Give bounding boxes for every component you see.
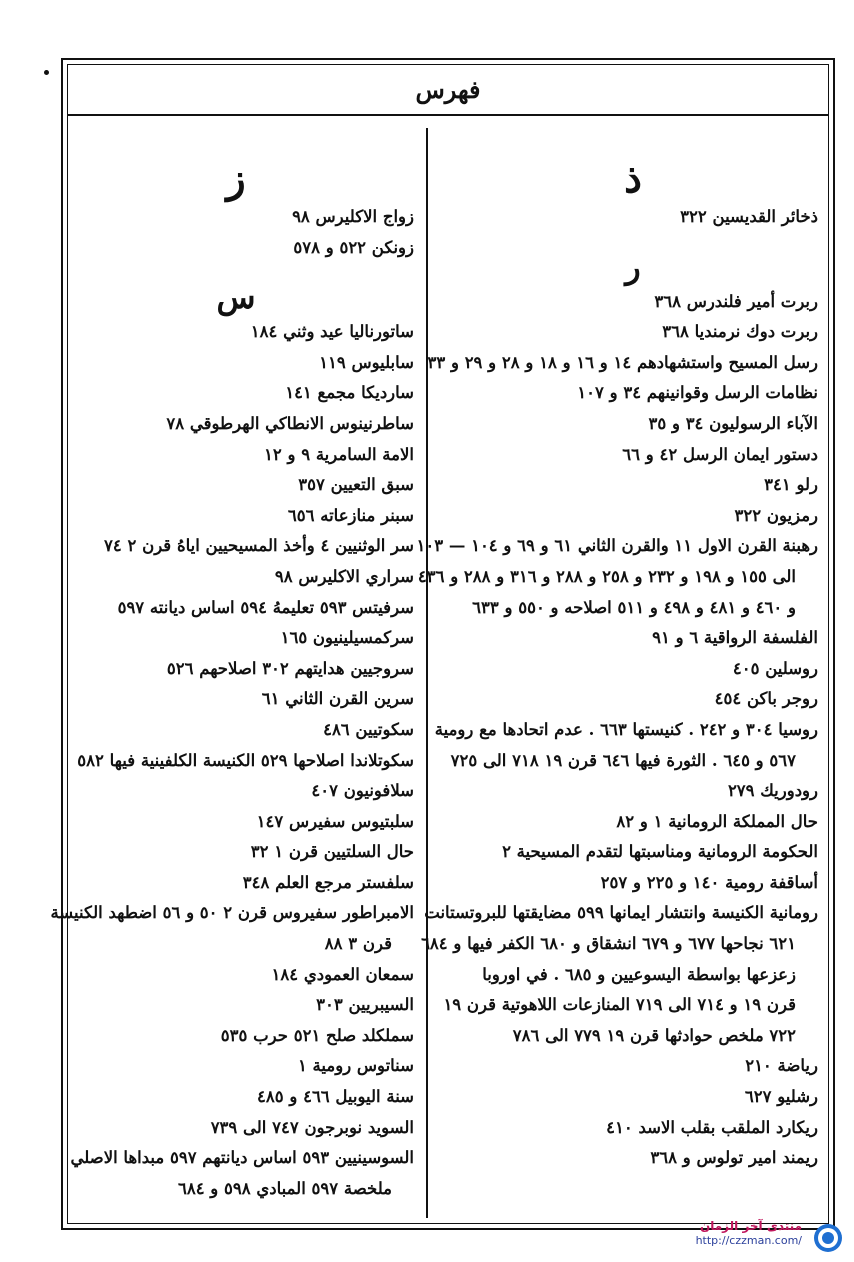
index-entry: رلو ٣٤١ <box>764 475 818 495</box>
index-entry: سنة اليوبيل ٤٦٦ و ٤٨٥ <box>257 1087 414 1107</box>
section-letter: ذ <box>624 155 642 202</box>
index-entry: سلفستر مرجع العلم ٣٤٨ <box>242 872 414 892</box>
index-entry: الى ١٥٥ و ١٩٨ و ٢٣٢ و ٢٥٨ و ٢٨٨ و ٣١٦ و ٢٨٨ و ٤٣٦ <box>417 566 796 586</box>
forum-watermark <box>696 1218 802 1248</box>
entry-list <box>58 202 414 263</box>
entry-list <box>50 317 414 1204</box>
index-entry: سبق التعيين ٣٥٧ <box>298 475 414 495</box>
index-entry: حال السلتيين قرن ١ ٣٢ <box>250 842 414 862</box>
index-entry: و ٤٦٠ و ٤٨١ و ٤٩٨ و ٥١١ اصلاحه و ٥٥٠ و ٦٣٣ <box>472 597 796 617</box>
index-entry: السيبريين ٣٠٣ <box>316 995 414 1015</box>
left-column <box>50 150 414 1204</box>
index-entry: سركمسيلينيون ١٦٥ <box>280 628 414 648</box>
stray-dot <box>44 70 49 75</box>
index-entry: سكوتلاندا اصلاحها ٥٢٩ الكنيسة الكلفينية فيها ٥٨٢ <box>77 750 414 770</box>
index-entry: الامة السامرية ٩ و ١٢ <box>264 444 414 464</box>
index-entry: سبنر منازعاته ٦٥٦ <box>287 505 414 525</box>
index-entry: ساردیکا مجمع ١٤١ <box>285 383 414 403</box>
index-entry: زواج الاكليرس ٩٨ <box>292 207 414 226</box>
entry-list <box>448 202 818 233</box>
index-entry: ريكارد الملقب بقلب الاسد ٤١٠ <box>606 1117 818 1137</box>
index-entry: الفلسفة الرواقية ٦ و ٩١ <box>652 628 818 648</box>
index-entry: ساطرنينوس الانطاكي الهرطوقي ٧٨ <box>166 413 414 433</box>
index-entry: روسيا ٣٠٤ و ٢٤٢ . كنيستها ٦٦٣ . عدم اتحادها مع رومية <box>434 719 818 739</box>
header-rule <box>67 114 829 116</box>
index-entry: نظامات الرسل وقوانينهم ٣٤ و ١٠٧ <box>577 383 818 403</box>
index-entry: السوسينيين ٥٩٣ اساس ديانتهم ٥٩٧ مبداها الاصلي <box>70 1148 414 1168</box>
index-entry: ملخصة ٥٩٧ المبادي ٥٩٨ و ٦٨٤ <box>177 1178 392 1198</box>
index-entry: حال المملكة الرومانية ١ و ٨٢ <box>616 811 818 831</box>
index-entry: سكوتيين ٤٨٦ <box>323 719 414 739</box>
section-letter: س <box>216 278 256 317</box>
index-entry: ٥٦٧ و ٦٤٥ . الثورة فيها ٦٤٦ قرن ١٩ ٧١٨ الى ٧٢٥ <box>450 750 796 770</box>
index-entry: سر الوثنيين ٤ وأخذ المسيحيين اياهُ قرن ٢ ٧٤ <box>103 536 414 556</box>
column-divider <box>426 128 428 1218</box>
index-entry: أساقفة رومية ١٤٠ و ٢٢٥ و ٢٥٧ <box>600 872 818 892</box>
index-entry: روسلين ٤٠٥ <box>732 658 818 678</box>
index-entry: رهبنة القرن الاول ١١ والقرن الثاني ٦١ و ٦٩ و ١٠٤ — ١٠٣ <box>416 536 818 556</box>
index-entry: السويد نوبرجون ٧٤٧ الى ٧٣٩ <box>210 1117 414 1137</box>
index-entry: سلافونيون ٤٠٧ <box>311 781 414 801</box>
index-entry: الآباء الرسوليون ٣٤ و ٣٥ <box>648 413 818 433</box>
right-column <box>416 150 818 1174</box>
index-entry: رومانية الكنيسة وانتشار ايمانها ٥٩٩ مضايقتها للبروتستانت <box>424 903 818 923</box>
index-entry: رسل المسيح واستشهادهم ١٤ و ١٦ و ١٨ و ٢٨ و ٢٩ و ٣٣ <box>427 352 818 372</box>
entry-list <box>416 287 818 1174</box>
index-entry: قرن ٣ ٨٨ <box>324 934 392 954</box>
index-entry: سرين القرن الثاني ٦١ <box>261 689 414 709</box>
index-entry: رياضة ٢١٠ <box>745 1056 818 1076</box>
index-entry: زعزعها بواسطة اليسوعيين و ٦٨٥ . في اوروبا <box>482 964 796 984</box>
index-entry: ساتورناليا عيد وثني ١٨٤ <box>250 322 414 342</box>
index-entry: سناتوس رومية ١ <box>297 1056 414 1076</box>
index-entry: سابليوس ١١٩ <box>319 352 414 372</box>
forum-url[interactable]: http://czzman.com/ <box>695 1234 802 1247</box>
section-letter: ر <box>625 247 641 286</box>
index-entry: الامبراطور سفيروس قرن ٢ ٥٠ و ٥٦ اضطهد الكنيسة <box>50 903 414 923</box>
index-entry: سمعان العمودي ١٨٤ <box>271 964 414 984</box>
index-entry: دستور ايمان الرسل ٤٢ و ٦٦ <box>622 444 818 464</box>
index-entry: ٧٢٢ ملخص حوادثها قرن ١٩ ٧٧٩ الى ٧٨٦ <box>512 1025 796 1045</box>
index-entry: سراري الاكليرس ٩٨ <box>274 566 414 586</box>
index-entry: الحكومة الرومانية ومناسبتها لتقدم المسيحية ٢ <box>502 842 818 862</box>
index-entry: رمزيون ٣٢٢ <box>734 505 818 525</box>
index-entry: ربرت أمير فلندرس ٣٦٨ <box>654 291 818 311</box>
index-entry: رودوريك ٢٧٩ <box>727 781 818 801</box>
index-entry: ذخائر القديسين ٣٢٢ <box>680 207 818 226</box>
forum-logo-icon <box>812 1222 844 1254</box>
index-entry: ريمند امير تولوس و ٣٦٨ <box>650 1148 818 1168</box>
index-entry: زونكن ٥٢٢ و ٥٧٨ <box>293 237 414 257</box>
index-entry: رشليو ٦٢٧ <box>744 1087 818 1107</box>
index-entry: سملكلد صلح ٥٢١ حرب ٥٣٥ <box>220 1025 414 1045</box>
index-entry: قرن ١٩ و ٧١٤ الى ٧١٩ المنازعات اللاهوتية قرن ١٩ <box>443 995 796 1015</box>
section-letter: ز <box>226 155 246 202</box>
forum-name: منتدى آخر الزمان <box>700 1219 802 1233</box>
index-entry: ٦٢١ نجاحها ٦٧٧ و ٦٧٩ انشقاق و ٦٨٠ الكفر فيها و ٦٨٤ <box>421 934 796 954</box>
index-entry: سرفيتس ٥٩٣ تعليمهُ ٥٩٤ اساس ديانته ٥٩٧ <box>117 597 414 617</box>
page-title: فهرس <box>415 75 481 104</box>
index-entry: ربرت دوك نرمنديا ٣٦٨ <box>662 322 818 342</box>
index-entry: سلبتيوس سفيرس ١٤٧ <box>256 811 414 831</box>
index-entry: سروجيين هدايتهم ٣٠٢ اصلاحهم ٥٢٦ <box>166 658 414 678</box>
index-entry: روجر باكن ٤٥٤ <box>714 689 818 709</box>
